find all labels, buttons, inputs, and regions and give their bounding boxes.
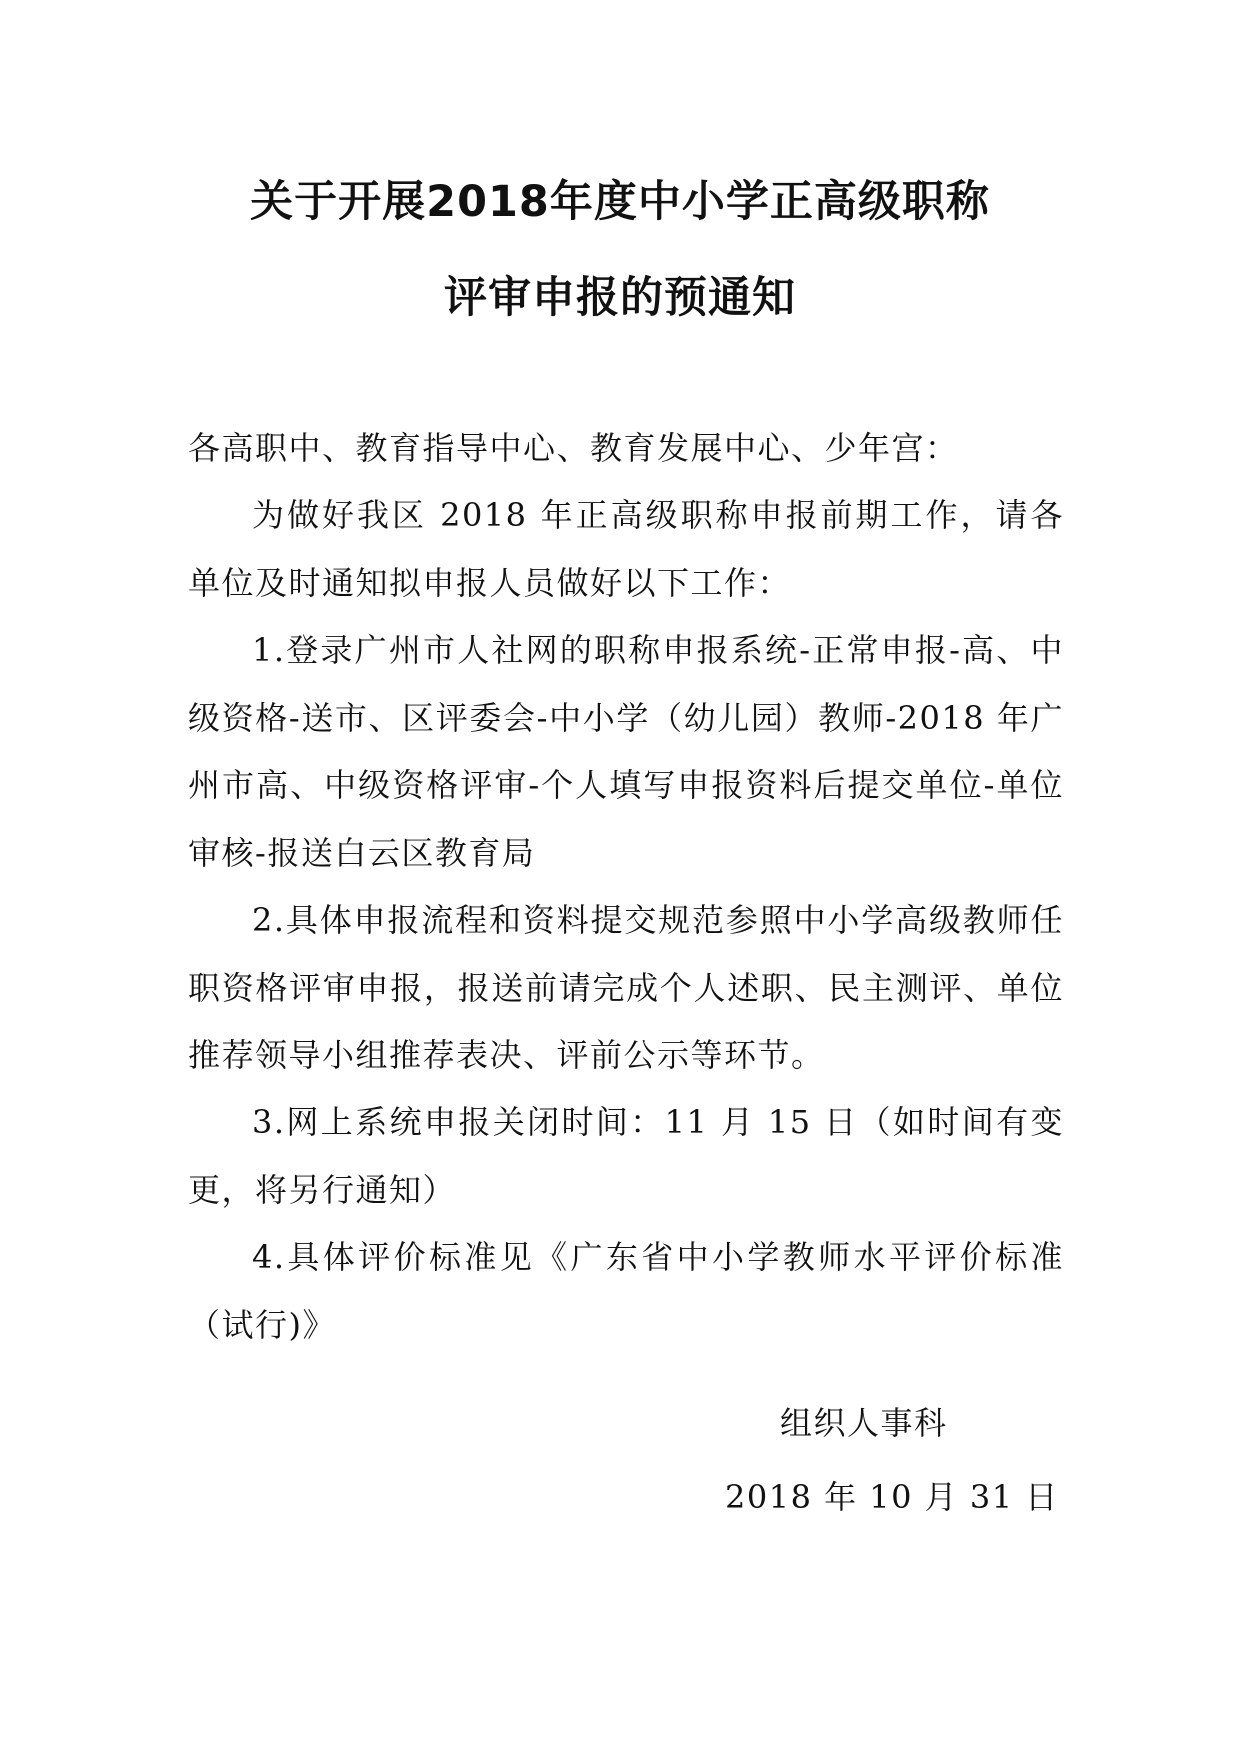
paragraph-item-2: 2.具体申报流程和资料提交规范参照中小学高级教师任职资格评审申报，报送前请完成个人述职、民主测评、单位推荐领导小组推荐表决、评前公示等环节。 xyxy=(188,901,1064,1074)
paragraph-item-4: 4.具体评价标准见《广东省中小学教师水平评价标准（试行)》 xyxy=(188,1238,1064,1344)
paragraph-item-1: 1.登录广州市人社网的职称申报系统-正常申报-高、中级资格-送市、区评委会-中小学（幼儿园）教师-2018 年广州市高、中级资格评审-个人填写申报资料后提交单位-单位审核-报送白云区教育局 xyxy=(188,631,1064,872)
signature-date: 2018 年 10 月 31 日 xyxy=(725,1478,1059,1516)
signature-department: 组织人事科 xyxy=(780,1404,948,1442)
salutation: 各高职中、教育指导中心、教育发展中心、少年宫： xyxy=(188,429,959,467)
paragraph-intro: 为做好我区 2018 年正高级职称申报前期工作，请各单位及时通知拟申报人员做好以下工作： xyxy=(188,496,1064,602)
document-title-line-1: 关于开展2018年度中小学正高级职称 xyxy=(250,177,990,227)
document-title-line-2: 评审申报的预通知 xyxy=(444,273,796,323)
paragraph-item-3: 3.网上系统申报关闭时间：11 月 15 日（如时间有变更，将另行通知） xyxy=(188,1103,1064,1209)
